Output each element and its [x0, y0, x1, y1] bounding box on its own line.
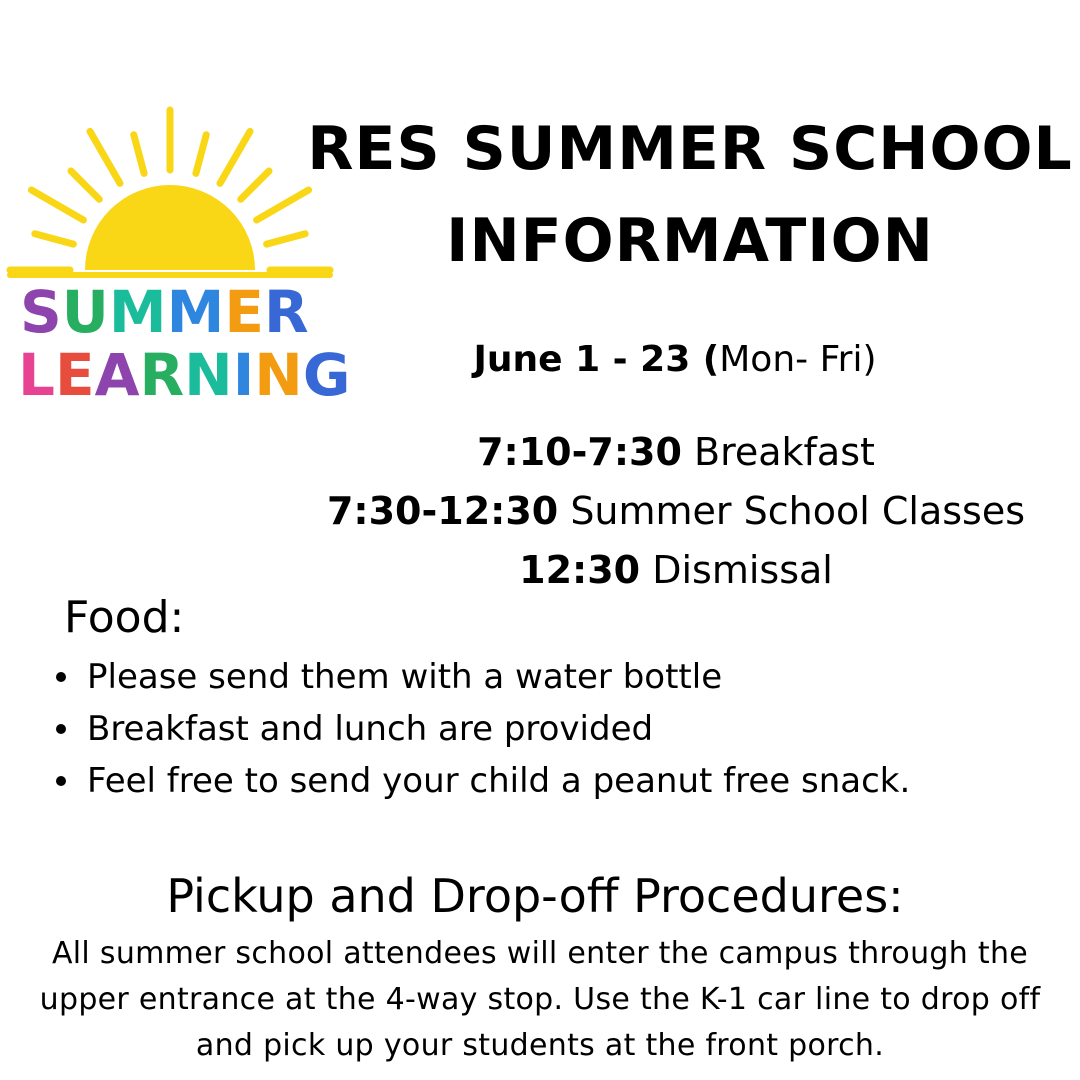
schedule-time: 7:30-12:30	[326, 489, 559, 533]
logo-letter: L	[18, 341, 55, 409]
logo-letter: G	[302, 341, 351, 409]
sun-ray	[241, 171, 269, 199]
sun-ray	[220, 131, 250, 183]
schedule-time: 12:30	[519, 548, 641, 592]
logo-letter: R	[263, 278, 309, 346]
summer-learning-logo	[0, 100, 350, 420]
logo-letter: U	[61, 278, 109, 346]
logo-letter: M	[166, 278, 225, 346]
bullet-icon	[56, 724, 66, 734]
daily-schedule	[300, 423, 1052, 600]
sun-ray	[90, 131, 120, 183]
sun-ray	[134, 135, 144, 174]
schedule-row	[300, 423, 1052, 482]
logo-letter: N	[254, 341, 303, 409]
schedule-label: Breakfast	[694, 430, 875, 474]
logo-letter: I	[232, 341, 255, 409]
date-range-days: Mon- Fri)	[719, 339, 877, 380]
sun-ray	[196, 135, 206, 174]
schedule-row	[300, 541, 1052, 600]
logo-letter: A	[94, 341, 140, 409]
logo-letter: S	[20, 278, 62, 346]
list-item-text: Feel free to send your child a peanut free snack.	[87, 761, 911, 801]
pickup-heading: Pickup and Drop-off Procedures:	[166, 869, 904, 923]
bullet-icon	[56, 776, 66, 786]
page-title: RES SUMMER SCHOOL INFORMATION	[307, 114, 1073, 276]
date-range-main: June 1 - 23 (	[473, 339, 720, 380]
food-list	[52, 651, 910, 807]
date-range	[300, 337, 1050, 383]
sun-ray	[71, 171, 99, 199]
schedule-row	[300, 482, 1052, 541]
list-item	[52, 651, 910, 703]
list-item-text: Breakfast and lunch are provided	[87, 709, 654, 749]
sun-ray	[31, 190, 83, 220]
logo-letter: R	[139, 341, 185, 409]
logo-letter: E	[54, 341, 95, 409]
schedule-label: Summer School Classes	[570, 489, 1026, 533]
list-item-text: Please send them with a water bottle	[87, 657, 723, 697]
logo-letter: E	[224, 278, 264, 346]
bullet-icon	[56, 672, 66, 682]
schedule-label: Dismissal	[652, 548, 833, 592]
sun-icon	[0, 100, 350, 290]
logo-letter: M	[108, 278, 167, 346]
list-item	[52, 703, 910, 755]
schedule-time: 7:10-7:30	[477, 430, 682, 474]
sun-ray	[35, 234, 74, 244]
food-heading: Food:	[64, 592, 185, 643]
list-item	[52, 755, 910, 807]
pickup-instructions: All summer school attendees will enter the campus through the upper entrance at the 4-way stop. Use the K-1 car line to drop off and pick up your students at the front porch.	[39, 936, 1041, 1063]
logo-letter: N	[184, 341, 233, 409]
logo-word-summer	[20, 278, 309, 346]
